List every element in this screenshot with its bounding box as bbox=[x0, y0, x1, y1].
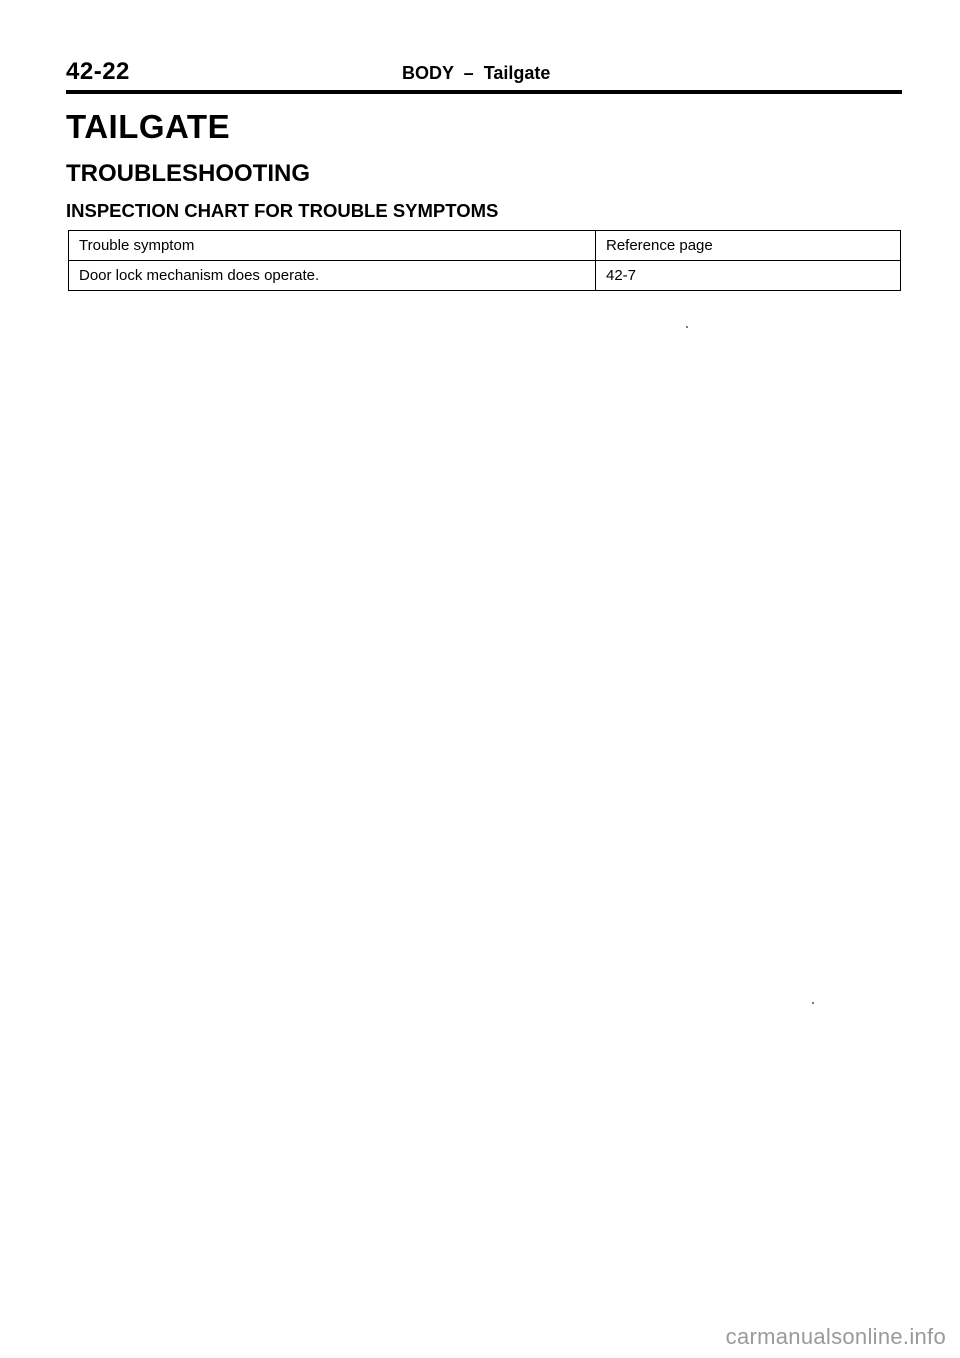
reference-page-cell: 42-7 bbox=[596, 261, 901, 291]
inspection-chart-table bbox=[68, 230, 901, 291]
scan-speck bbox=[812, 1002, 814, 1004]
trouble-symptom-cell: Door lock mechanism does operate. bbox=[69, 261, 596, 291]
column-header-reference-page: Reference page bbox=[596, 231, 901, 261]
section-heading: TROUBLESHOOTING bbox=[66, 160, 310, 187]
table-row bbox=[69, 261, 901, 291]
header-rule bbox=[66, 90, 902, 94]
running-head: BODY – Tailgate bbox=[402, 63, 551, 83]
scan-speck bbox=[686, 326, 688, 328]
page-title: TAILGATE bbox=[66, 108, 231, 145]
page-header bbox=[66, 58, 902, 92]
column-header-trouble-symptom: Trouble symptom bbox=[69, 231, 596, 261]
table-header-row bbox=[69, 231, 901, 261]
subsection-heading: INSPECTION CHART FOR TROUBLE SYMPTOMS bbox=[66, 200, 499, 221]
watermark: carmanualsonline.info bbox=[725, 1324, 946, 1349]
page-number: 42-22 bbox=[66, 58, 130, 85]
